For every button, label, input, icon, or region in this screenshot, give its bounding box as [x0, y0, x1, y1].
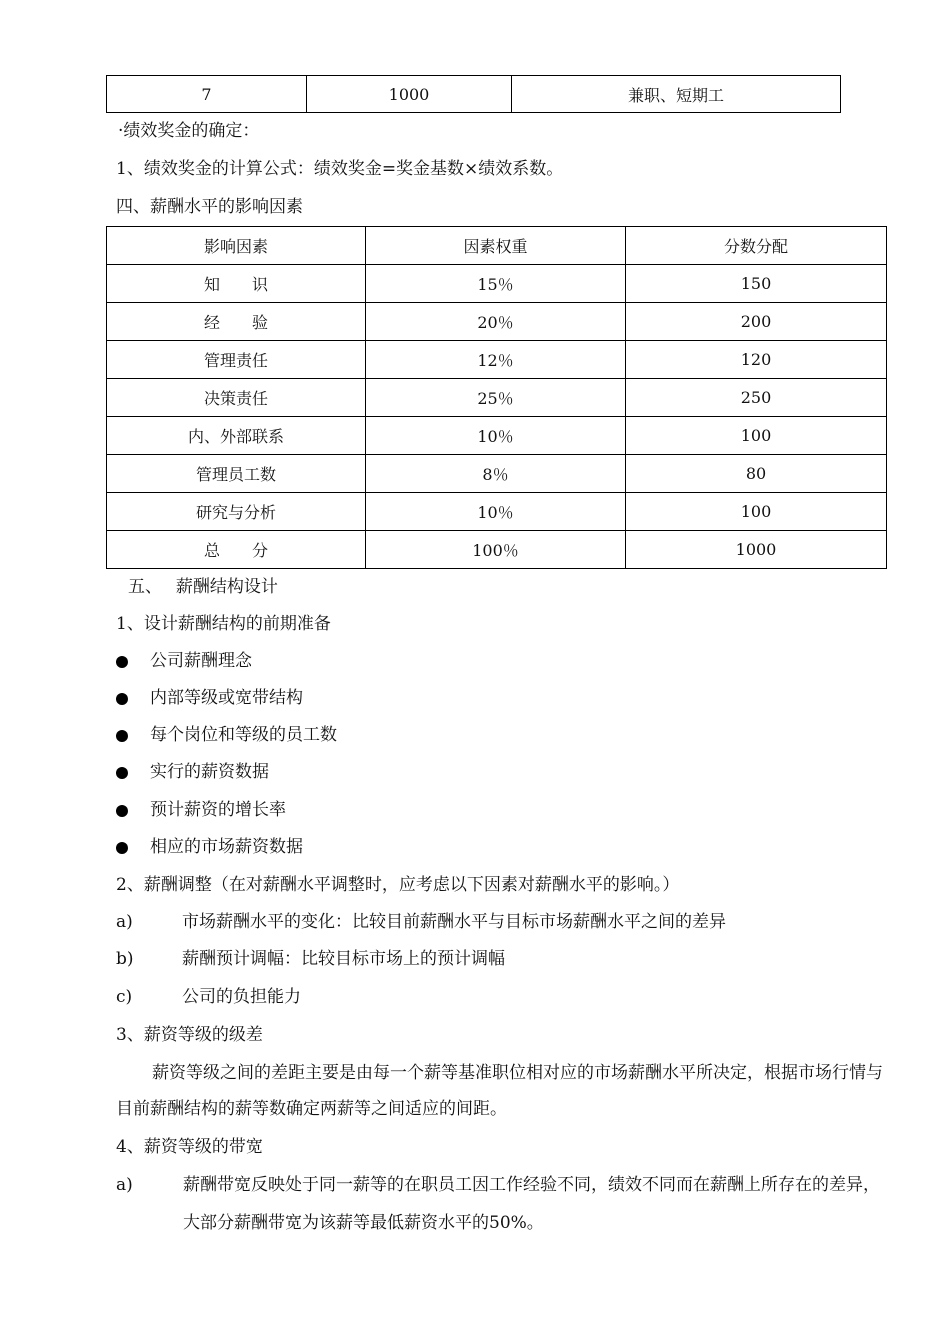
- table-cell: 管理责任: [107, 341, 366, 379]
- grade-diff-paragraph: 薪资等级之间的差距主要是由每一个薪等基准职位相对应的市场薪酬水平所决定，根据市场行情与目前薪酬结构的薪等数确定两薪等之间适应的间距。: [116, 1063, 883, 1119]
- section4-title: 四、薪酬水平的影响因素: [116, 197, 303, 217]
- column-header: 影响因素: [107, 227, 366, 265]
- table-row: [107, 379, 887, 417]
- perf-bonus-heading: ·绩效奖金的确定：: [118, 121, 260, 141]
- column-header: 因素权重: [366, 227, 626, 265]
- table-cell: 决策责任: [107, 379, 366, 417]
- table-cell: 250: [626, 379, 887, 417]
- list-item: c) 公司的负担能力: [116, 987, 301, 1007]
- table-cell: 150: [626, 265, 887, 303]
- bullet-icon: [116, 693, 128, 705]
- perf-bonus-formula: 1、绩效奖金的计算公式：绩效奖金=奖金基数×绩效系数。: [116, 159, 564, 179]
- table-row: [107, 76, 841, 113]
- list-item: 预计薪资的增长率: [116, 799, 286, 821]
- table-cell: 1000: [626, 531, 887, 569]
- table-cell: 120: [626, 341, 887, 379]
- table-cell: 100％: [366, 531, 626, 569]
- list-item: 相应的市场薪资数据: [116, 836, 303, 858]
- bullet-icon: [116, 842, 128, 854]
- factors-table: [106, 226, 887, 569]
- prep-title: 1、设计薪酬结构的前期准备: [116, 614, 331, 634]
- table-cell: 10％: [366, 493, 626, 531]
- table-cell: 8％: [366, 455, 626, 493]
- table-row: [107, 265, 887, 303]
- table-row: [107, 417, 887, 455]
- table-cell: 25％: [366, 379, 626, 417]
- table-cell: 10％: [366, 417, 626, 455]
- bandwidth-title: 4、薪资等级的带宽: [116, 1137, 263, 1157]
- bullet-icon: [116, 767, 128, 779]
- table-cell: 内、外部联系: [107, 417, 366, 455]
- table-cell: 研究与分析: [107, 493, 366, 531]
- table-row: [107, 341, 887, 379]
- table-cell: 100: [626, 417, 887, 455]
- table-cell: 7: [107, 76, 307, 113]
- table-cell: 20％: [366, 303, 626, 341]
- table-header-row: [107, 227, 887, 265]
- table-cell: 200: [626, 303, 887, 341]
- list-item: a) 薪酬带宽反映处于同一薪等的在职员工因工作经验不同，绩效不同而在薪酬上所存在的差异，大部分薪酬带宽为该薪等最低薪资水平的50%。: [116, 1175, 880, 1233]
- bullet-icon: [116, 730, 128, 742]
- table-cell: 100: [626, 493, 887, 531]
- list-item: 实行的薪资数据: [116, 761, 269, 783]
- table-cell: 管理员工数: [107, 455, 366, 493]
- list-item: 每个岗位和等级的员工数: [116, 724, 337, 746]
- table-cell: 12％: [366, 341, 626, 379]
- table-row: [107, 455, 887, 493]
- table-row: [107, 303, 887, 341]
- table-row: [107, 493, 887, 531]
- table-cell: 总 分: [107, 531, 366, 569]
- bullet-icon: [116, 805, 128, 817]
- column-header: 分数分配: [626, 227, 887, 265]
- table-cell: 15％: [366, 265, 626, 303]
- table-row: [107, 531, 887, 569]
- list-item: b) 薪酬预计调幅：比较目标市场上的预计调幅: [116, 949, 505, 969]
- grade-diff-title: 3、薪资等级的级差: [116, 1025, 263, 1045]
- table-cell: 知 识: [107, 265, 366, 303]
- table-cell: 1000: [307, 76, 512, 113]
- bullet-icon: [116, 656, 128, 668]
- list-item: 公司薪酬理念: [116, 650, 252, 672]
- adjust-title: 2、薪酬调整（在对薪酬水平调整时，应考虑以下因素对薪酬水平的影响。）: [116, 875, 680, 895]
- table-cell: 80: [626, 455, 887, 493]
- table-cell: 兼职、短期工: [512, 76, 841, 113]
- table-cell: 经 验: [107, 303, 366, 341]
- list-item: 内部等级或宽带结构: [116, 687, 303, 709]
- list-item: a) 市场薪酬水平的变化：比较目前薪酬水平与目标市场薪酬水平之间的差异: [116, 912, 726, 932]
- section5-title: 五、 薪酬结构设计: [128, 577, 278, 597]
- employee-type-table-fragment: [106, 75, 841, 113]
